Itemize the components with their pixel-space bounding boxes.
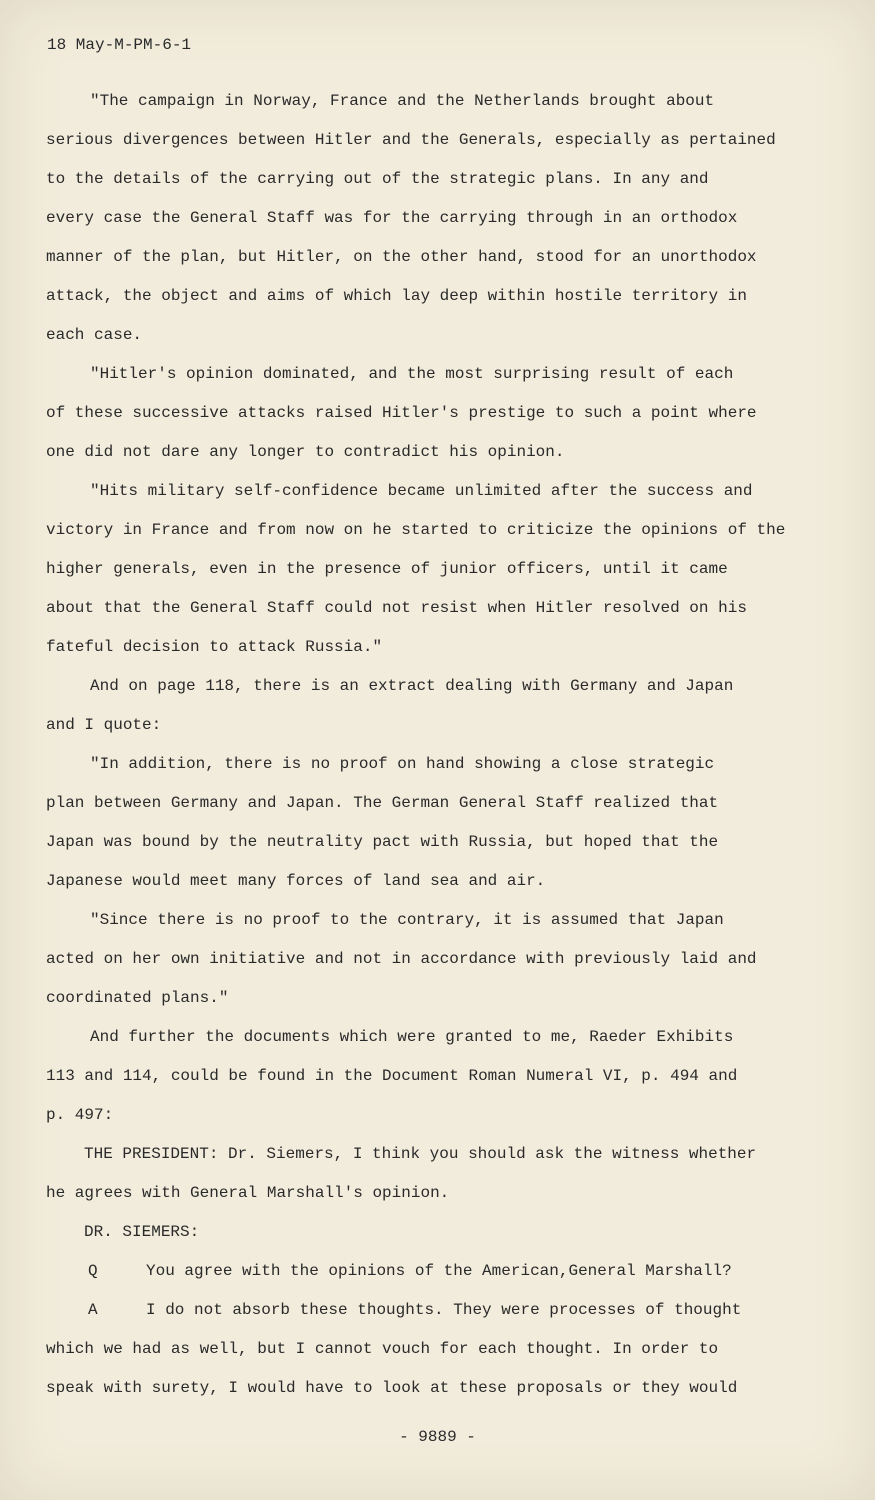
paragraph-president: [46, 1145, 806, 1223]
text-line: Japan was bound by the neutrality pact with Russia, but hoped that the: [46, 833, 719, 851]
paragraph-norway-campaign: [46, 92, 806, 365]
text-line: attack, the object and aims of which lay deep within hostile territory in: [46, 287, 747, 305]
page-reference: 18 May-M-PM-6-1: [47, 36, 192, 54]
text-line: fateful decision to attack Russia.": [46, 638, 383, 656]
text-line: to the details of the carrying out of the strategic plans. In any and: [46, 170, 709, 188]
text-line: coordinated plans.": [46, 989, 229, 1007]
page-number: - 9889 -: [399, 1428, 476, 1446]
question: [46, 1262, 806, 1301]
text-line: p. 497:: [46, 1106, 114, 1124]
paragraph-self-confidence: [46, 482, 806, 677]
answer-text: I do not absorb these thoughts. They were processes of thought: [146, 1301, 742, 1319]
text-line: victory in France and from now on he started to criticize the opinions of the: [46, 521, 786, 539]
text-line: 113 and 114, could be found in the Document Roman Numeral VI, p. 494 and: [46, 1067, 738, 1085]
speaker-label: DR. SIEMERS:: [84, 1223, 200, 1241]
paragraph-page-118: [46, 677, 806, 755]
paragraph-japan-initiative: [46, 911, 806, 1028]
text-line: "Hitler's opinion dominated, and the most surprising result of each: [90, 365, 734, 383]
text-line: speak with surety, I would have to look at these proposals or they would: [46, 1379, 738, 1397]
transcript-body: [46, 92, 806, 1418]
text-line: "Hits military self-confidence became unlimited after the success and: [90, 482, 753, 500]
text-line: which we had as well, but I cannot vouch for each thought. In order to: [46, 1340, 719, 1358]
text-line: every case the General Staff was for the carrying through in an orthodox: [46, 209, 738, 227]
text-line: And on page 118, there is an extract dealing with Germany and Japan: [90, 677, 734, 695]
text-line: about that the General Staff could not resist when Hitler resolved on his: [46, 599, 747, 617]
answer: [46, 1301, 806, 1418]
text-line: he agrees with General Marshall's opinion.: [46, 1184, 450, 1202]
text-line: acted on her own initiative and not in accordance with previously laid and: [46, 950, 757, 968]
question-text: You agree with the opinions of the American,General Marshall?: [146, 1262, 732, 1280]
paragraph-hitler-opinion: [46, 365, 806, 482]
text-line: of these successive attacks raised Hitler's prestige to such a point where: [46, 404, 757, 422]
text-line: plan between Germany and Japan. The German General Staff realized that: [46, 794, 719, 812]
paragraph-germany-japan: [46, 755, 806, 911]
text-line: THE PRESIDENT: Dr. Siemers, I think you should ask the witness whether: [84, 1145, 757, 1163]
text-line: And further the documents which were granted to me, Raeder Exhibits: [90, 1028, 734, 1046]
question-label: Q: [88, 1262, 98, 1280]
text-line: and I quote:: [46, 716, 162, 734]
text-line: higher generals, even in the presence of junior officers, until it came: [46, 560, 728, 578]
text-line: one did not dare any longer to contradict his opinion.: [46, 443, 565, 461]
text-line: serious divergences between Hitler and the Generals, especially as pertained: [46, 131, 776, 149]
text-line: "Since there is no proof to the contrary, it is assumed that Japan: [90, 911, 724, 929]
answer-label: A: [88, 1301, 98, 1319]
speaker-siemers: [46, 1223, 806, 1262]
text-line: each case.: [46, 326, 143, 344]
text-line: manner of the plan, but Hitler, on the other hand, stood for an unorthodox: [46, 248, 757, 266]
text-line: Japanese would meet many forces of land sea and air.: [46, 872, 546, 890]
paragraph-raeder-exhibits: [46, 1028, 806, 1145]
text-line: "In addition, there is no proof on hand showing a close strategic: [90, 755, 715, 773]
text-line: "The campaign in Norway, France and the Netherlands brought about: [90, 92, 715, 110]
